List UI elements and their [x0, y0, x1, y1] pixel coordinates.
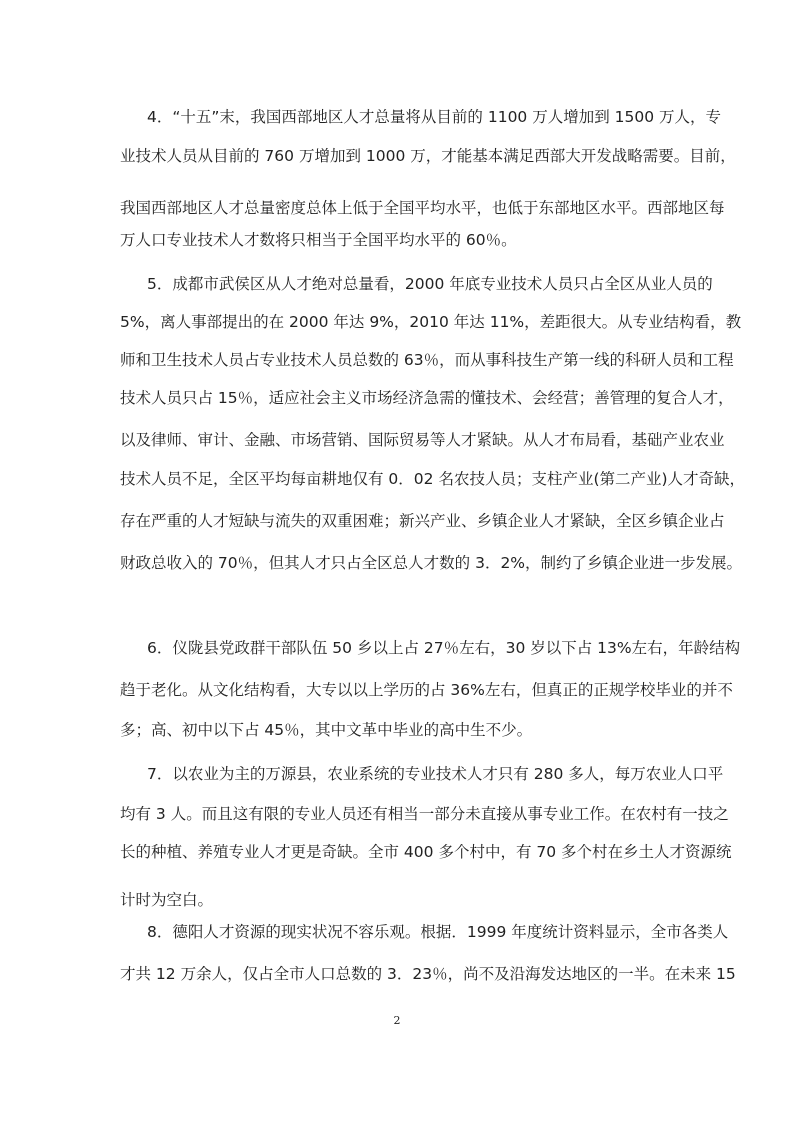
text-line: 技术人员不足，全区平均每亩耕地仅有 0．02 名农技人员；支柱产业(第二产业)人才奇缺，: [120, 470, 746, 488]
text-line: 计时为空白。: [120, 891, 214, 909]
text-line: 我国西部地区人才总量密度总体上低于全国平均水平，也低于东部地区水平。西部地区每: [120, 199, 725, 217]
page-number: 2: [393, 1014, 401, 1027]
text-line: 均有 3 人。而且这有限的专业人员还有相当一部分未直接从事专业工作。在农村有一技之: [120, 805, 729, 823]
text-line: 万人口专业技术人才数将只相当于全国平均水平的 60％。: [120, 231, 517, 249]
text-line: 多；高、初中以下占 45％，其中文革中毕业的高中生不少。: [120, 721, 533, 739]
text-line: 5%，离人事部提出的在 2000 年达 9%，2010 年达 11%，差距很大。从专业结构看，教: [120, 313, 742, 331]
text-line: 8．德阳人才资源的现实状况不容乐观。根据．1999 年度统计资料显示，全市各类人: [147, 923, 729, 941]
text-line: 以及律师、审计、金融、市场营销、国际贸易等人才紧缺。从人才布局看，基础产业农业: [120, 431, 725, 449]
text-line: 才共 12 万余人，仅占全市人口总数的 3．23％，尚不及沿海发达地区的一半。在未来 15: [120, 965, 736, 983]
text-line: 存在严重的人才短缺与流失的双重困难；新兴产业、乡镇企业人才紧缺，全区乡镇企业占: [120, 512, 725, 530]
text-line: 长的种植、养殖专业人才更是奇缺。全市 400 多个村中，有 70 多个村在乡土人才资源统: [120, 843, 732, 861]
text-line: 技术人员只占 15％，适应社会主义市场经济急需的懂技术、会经营；善管理的复合人才，: [120, 389, 734, 407]
text-line: 师和卫生技术人员占专业技术人员总数的 63％，而从事科技生产第一线的科研人员和工程: [120, 351, 734, 369]
text-line: 7．以农业为主的万源县，农业系统的专业技术人才只有 280 多人，每万农业人口平: [147, 765, 724, 783]
text-line: 4．“十五”末，我国西部地区人才总量将从目前的 1100 万人增加到 1500 万人，专: [147, 108, 722, 126]
text-line: 财政总收入的 70％，但其人才只占全区总人才数的 3．2%，制约了乡镇企业进一步发展。: [120, 554, 743, 572]
text-line: 5．成都市武侯区从人才绝对总量看，2000 年底专业技术人员只占全区从业人员的: [147, 275, 713, 293]
text-line: 业技术人员从目前的 760 万增加到 1000 万，才能基本满足西部大开发战略需要。目前，: [120, 147, 736, 165]
text-line: 6．仪陇县党政群干部队伍 50 乡以上占 27％左右，30 岁以下占 13%左右，年龄结构: [147, 639, 741, 657]
text-line: 趋于老化。从文化结构看，大专以以上学历的占 36%左右，但真正的正规学校毕业的并不: [120, 681, 733, 699]
